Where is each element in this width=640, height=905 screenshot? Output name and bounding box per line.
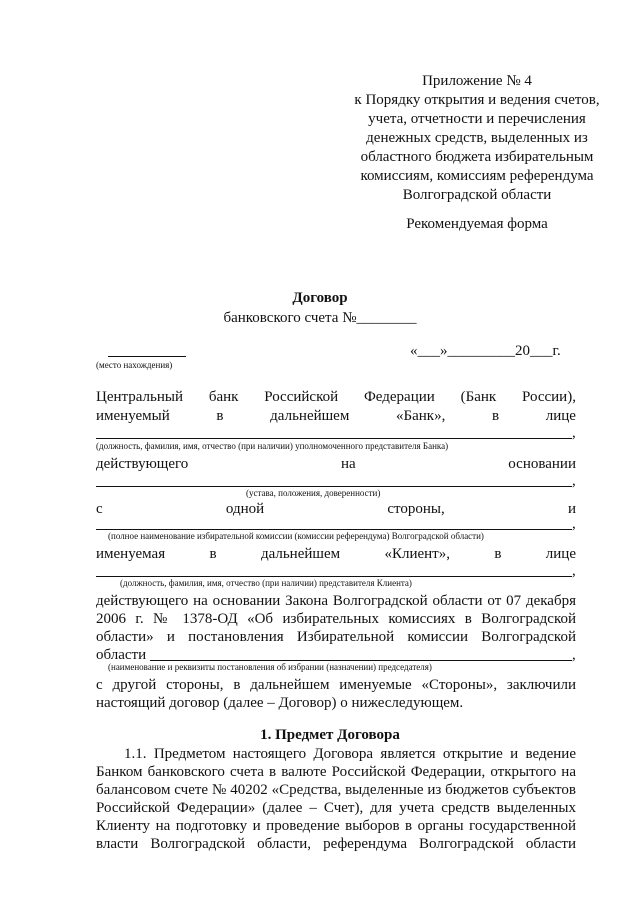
word: «Клиент», (384, 546, 450, 562)
location-hint: (место нахождения) (96, 360, 173, 370)
word: с (96, 501, 103, 517)
bank-rep-hint: (должность, фамилия, имя, отчество (при наличии) уполномоченного представителя Банка) (96, 441, 449, 451)
word: именуемая (96, 546, 166, 562)
word: действующего (96, 456, 189, 472)
text-line: области» и постановления Избирательной комиссии Волгоградской (96, 629, 576, 645)
resolution-blank (150, 660, 572, 661)
text-line: Российской Федерации» (далее – Счет), для учета средств выделенных (96, 800, 576, 816)
word: Центральный (96, 389, 184, 405)
appendix-line: учета, отчетности и перечисления (368, 111, 586, 127)
text-line: настоящий договор (далее – Договор) о нижеследующем. (96, 695, 464, 711)
word: лице (545, 408, 576, 424)
word: дальнейшем (260, 546, 341, 562)
comma: , (572, 647, 576, 663)
text-line: балансовом счете № 40202 «Средства, выделенные из бюджетов субъектов (96, 782, 576, 798)
appendix-line: денежных средств, выделенных из (366, 130, 588, 146)
client-rep-hint: (должность, фамилия, имя, отчество (при наличии) представителя Клиента) (120, 578, 412, 588)
word: стороны, (387, 501, 445, 517)
word: на (340, 456, 356, 472)
text-line-bank-named (96, 407, 576, 425)
word: (Банк (460, 389, 497, 405)
text-line: области (96, 647, 147, 663)
text-line-acting (96, 455, 576, 473)
contract-date: «___»_________20___г. (410, 343, 561, 359)
appendix-header (322, 72, 632, 205)
word: Российской (264, 389, 339, 405)
word: одной (225, 501, 265, 517)
word: Федерации (363, 389, 435, 405)
text-line-client-named (96, 545, 576, 563)
basis-blank (96, 486, 572, 487)
text-line: с другой стороны, в дальнейшем именуемые «Стороны», заключили (96, 677, 576, 693)
comma: , (572, 516, 576, 532)
word: в (492, 408, 500, 424)
word: дальнейшем (270, 408, 350, 424)
text-line: Клиенту на подготовку и проведение выборов в органы государственной (96, 818, 576, 834)
section-heading: 1. Предмет Договора (260, 727, 400, 743)
commission-blank (96, 529, 572, 530)
commission-hint: (полное наименование избирательной комиссии (комиссии референдума) Волгоградской области) (108, 531, 484, 541)
word: в (216, 408, 224, 424)
contract-title: Договор (292, 290, 348, 306)
text-line: власти Волгоградской области, референдума Волгоградской области (96, 836, 576, 852)
comma: , (572, 425, 576, 441)
location-blank (108, 356, 186, 357)
recommended-form-label: Рекомендуемая форма (406, 216, 548, 232)
client-rep-blank (96, 576, 572, 577)
appendix-line: к Порядку открытия и ведения счетов, (354, 92, 600, 108)
word: в (209, 546, 217, 562)
resolution-hint: (наименование и реквизиты постановления об избрании (назначении) председателя) (108, 662, 432, 672)
text-line-one-side (96, 500, 576, 518)
word: и (567, 501, 576, 517)
comma: , (572, 473, 576, 489)
text-line: действующего на основании Закона Волгоградской области от 07 декабря (96, 593, 576, 609)
comma: , (572, 563, 576, 579)
word: «Банк», (396, 408, 446, 424)
appendix-line: комиссиям, комиссиям референдума (360, 168, 594, 184)
word: лице (545, 546, 576, 562)
word: в (494, 546, 502, 562)
text-line: 2006 г. № 1378-ОД «Об избирательных комиссиях в Волгоградской (96, 611, 576, 627)
text-line-bank (96, 388, 576, 406)
contract-subtitle: банковского счета №________ (223, 310, 417, 326)
appendix-line: Приложение № 4 (422, 73, 532, 89)
word: основании (508, 456, 576, 472)
appendix-line: областного бюджета избирательным (360, 149, 594, 165)
basis-hint: (устава, положения, доверенности) (246, 488, 381, 498)
bank-rep-blank (96, 438, 572, 439)
word: именуемый (96, 408, 170, 424)
word: банк (208, 389, 239, 405)
text-line: Банком банковского счета в валюте Российской Федерации, открытого на (96, 764, 576, 780)
word: России), (521, 389, 576, 405)
appendix-line: Волгоградской области (402, 187, 552, 203)
text-line: 1.1. Предметом настоящего Договора является открытие и ведение (124, 746, 576, 762)
